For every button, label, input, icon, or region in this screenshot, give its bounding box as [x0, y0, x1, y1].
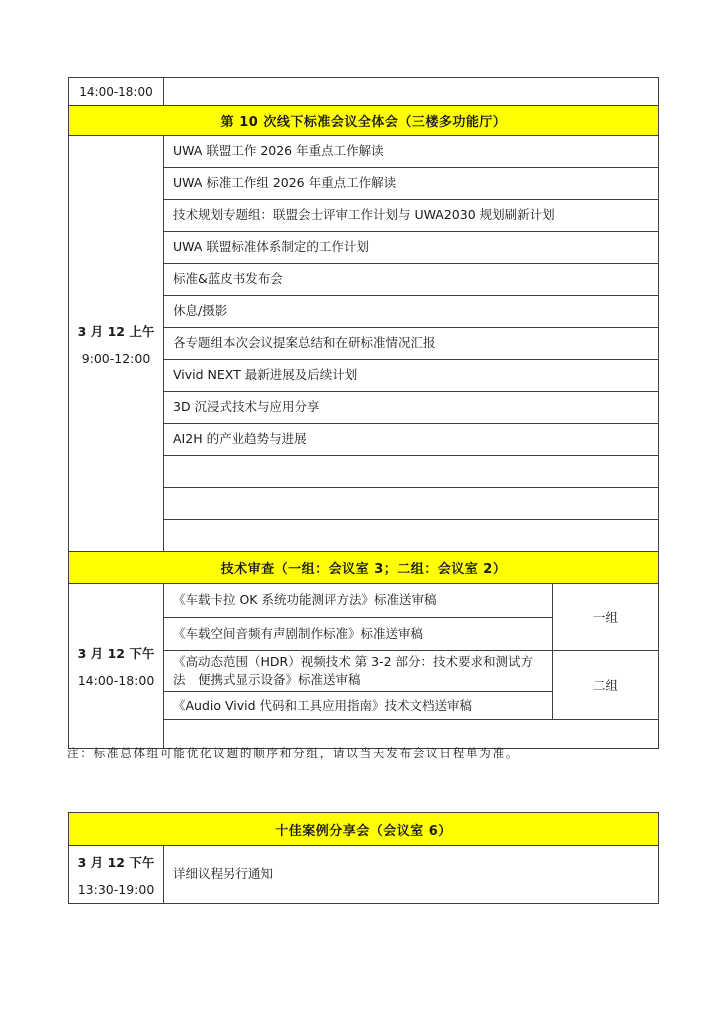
review-time: 14:00-18:00: [77, 673, 155, 689]
review-item: 《车载空间音频有声剧制作标准》标准送审稿: [164, 618, 553, 651]
review-item: 《车载卡拉 OK 系统功能测评方法》标准送审稿: [164, 584, 553, 618]
agenda-item: 标准&蓝皮书发布会: [164, 264, 659, 296]
review-header-row: [69, 552, 659, 584]
review-date: 3 月 12 下午: [77, 646, 155, 662]
plenary-date-cell: [69, 136, 164, 552]
review-group-2: 二组: [553, 651, 659, 720]
review-item: 《高动态范围（HDR）视频技术 第 3-2 部分：技术要求和测试方法 便携式显示设备》标准送审稿: [164, 651, 553, 692]
agenda-item: 休息/摄影: [164, 296, 659, 328]
sharing-time: 13:30-19:00: [77, 881, 155, 897]
sharing-detail: 详细议程另行通知: [164, 846, 659, 904]
review-date-cell: [69, 584, 164, 749]
agenda-item: AI2H 的产业趋势与进展: [164, 424, 659, 456]
session-header-plenary: 第 10 次线下标准会议全体会（三楼多功能厅）: [69, 106, 659, 136]
session-header-sharing: 十佳案例分享会（会议室 6）: [69, 813, 659, 846]
empty-cell: [164, 78, 659, 106]
agenda-item: 3D 沉浸式技术与应用分享: [164, 392, 659, 424]
agenda-item: 各专题组本次会议提案总结和在研标准情况汇报: [164, 328, 659, 360]
carryover-row: [69, 78, 659, 106]
sharing-row: [69, 846, 659, 904]
agenda-item: UWA 标准工作组 2026 年重点工作解读: [164, 168, 659, 200]
review-item: 《Audio Vivid 代码和工具应用指南》技术文档送审稿: [164, 692, 553, 720]
plenary-time: 9:00-12:00: [81, 350, 151, 366]
session-header-review: 技术审查（一组：会议室 3；二组：会议室 2）: [69, 552, 659, 584]
sharing-date-cell: [69, 846, 164, 904]
agenda-item: UWA 联盟标准体系制定的工作计划: [164, 232, 659, 264]
sharing-header-row: [69, 813, 659, 846]
empty-cell: [164, 520, 659, 552]
sharing-date: 3 月 12 下午: [77, 854, 155, 870]
plenary-date: 3 月 12 上午: [77, 323, 155, 339]
plenary-header-row: [69, 106, 659, 136]
agenda-item: 技术规划专题组：联盟会士评审工作计划与 UWA2030 规划刷新计划: [164, 200, 659, 232]
footnote: 注：标准总体组可能优化议题的顺序和分组，请以当天发布会议日程单为准。: [67, 746, 520, 760]
agenda-row: [69, 136, 659, 168]
agenda-item: Vivid NEXT 最新进展及后续计划: [164, 360, 659, 392]
review-row: [69, 584, 659, 618]
sharing-table: [68, 812, 659, 904]
agenda-item: UWA 联盟工作 2026 年重点工作解读: [164, 136, 659, 168]
review-group-1: 一组: [553, 584, 659, 651]
schedule-table: [68, 77, 659, 749]
carryover-time: 14:00-18:00: [69, 78, 164, 106]
empty-cell: [164, 456, 659, 488]
empty-cell: [164, 488, 659, 520]
